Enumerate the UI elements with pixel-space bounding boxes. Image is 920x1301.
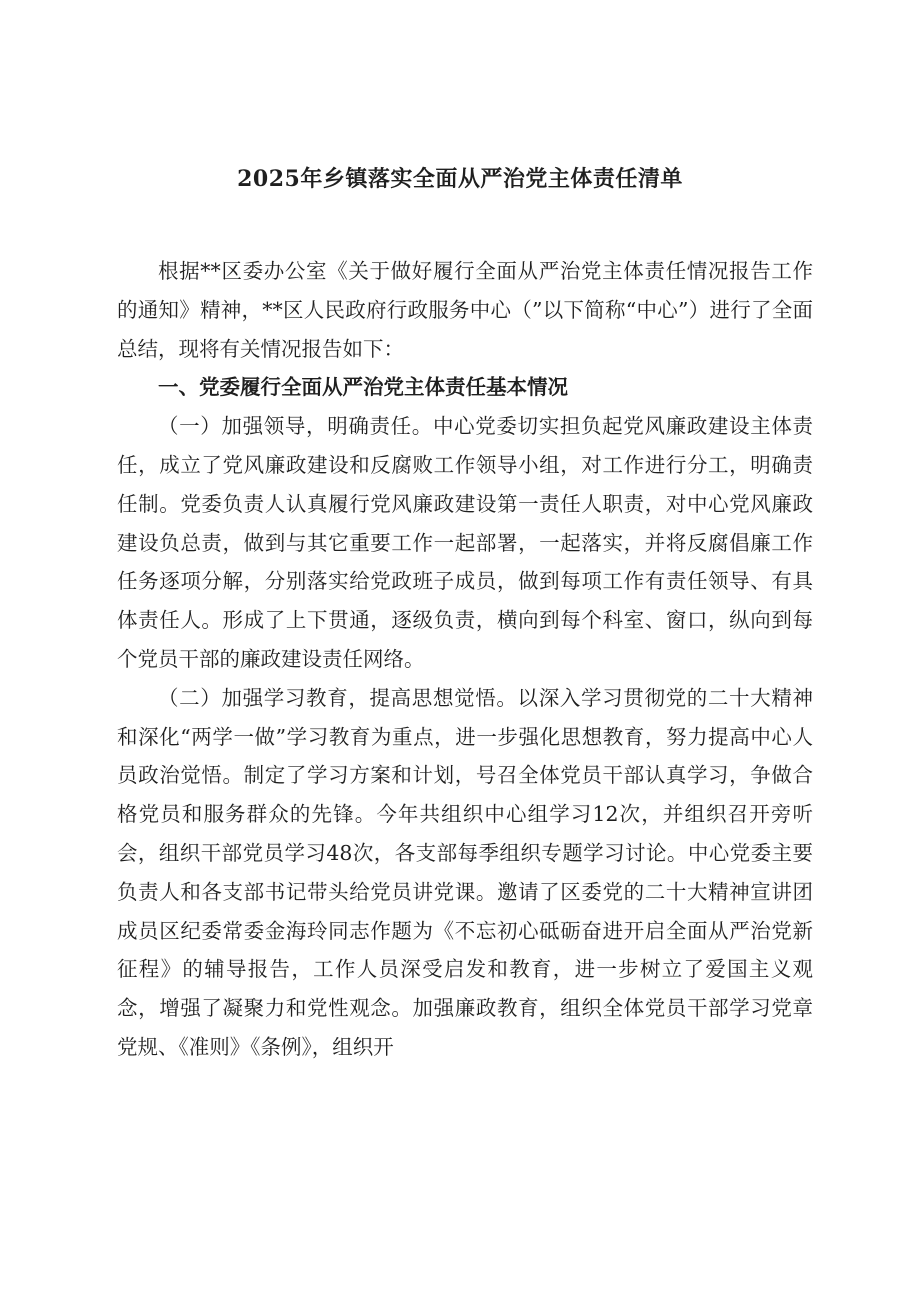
document-title: 2025年乡镇落实全面从严治党主体责任清单 bbox=[237, 166, 683, 192]
section-heading: 一、党委履行全面从严治党主体责任基本情况 bbox=[158, 375, 568, 400]
paragraph-2: （二）加强学习教育，提高思想觉悟。以深入学习贯彻党的二十大精神和深化“两学一做”学习教育为重点，进一步强化思想教育，努力提高中心人员政治觉悟。制定了学习方案和计划，号召全体党员干部认真学习，争做合格党员和服务群众的先锋。今年共组织中心组学习12次，并组织召开旁听会，组织干部党员学习48次，各支部每季组织专题学习讨论。中心党委主要负责人和各支部书记带头给党员讲党课。邀请了区委党的二十大精神宣讲团成员区纪委常委金海玲同志作题为《不忘初心砥砺奋进开启全面从严治党新征程》的辅导报告，工作人员深受启发和教育，进一步树立了爱国主义观念，增强了凝聚力和党性观念。加强廉政教育，组织全体党员干部学习党章党规、《准则》《条例》，组织开 bbox=[117, 685, 813, 1059]
intro-paragraph: 根据**区委办公室《关于做好履行全面从严治党主体责任情况报告工作的通知》精神，**区人民政府行政服务中心（”以下简称“中心”）进行了全面总结，现将有关情况报告如下： bbox=[117, 259, 813, 361]
paragraph-1: （一）加强领导，明确责任。中心党委切实担负起党风廉政建设主体责任，成立了党风廉政建设和反腐败工作领导小组，对工作进行分工，明确责任制。党委负责人认真履行党风廉政建设第一责任人职责，对中心党风廉政建设负总责，做到与其它重要工作一起部署，一起落实，并将反腐倡廉工作任务逐项分解，分别落实给党政班子成员，做到每项工作有责任领导、有具体责任人。形成了上下贯通，逐级负责，横向到每个科室、窗口，纵向到每个党员干部的廉政建设责任网络。 bbox=[117, 414, 813, 671]
document-body bbox=[117, 252, 813, 1067]
